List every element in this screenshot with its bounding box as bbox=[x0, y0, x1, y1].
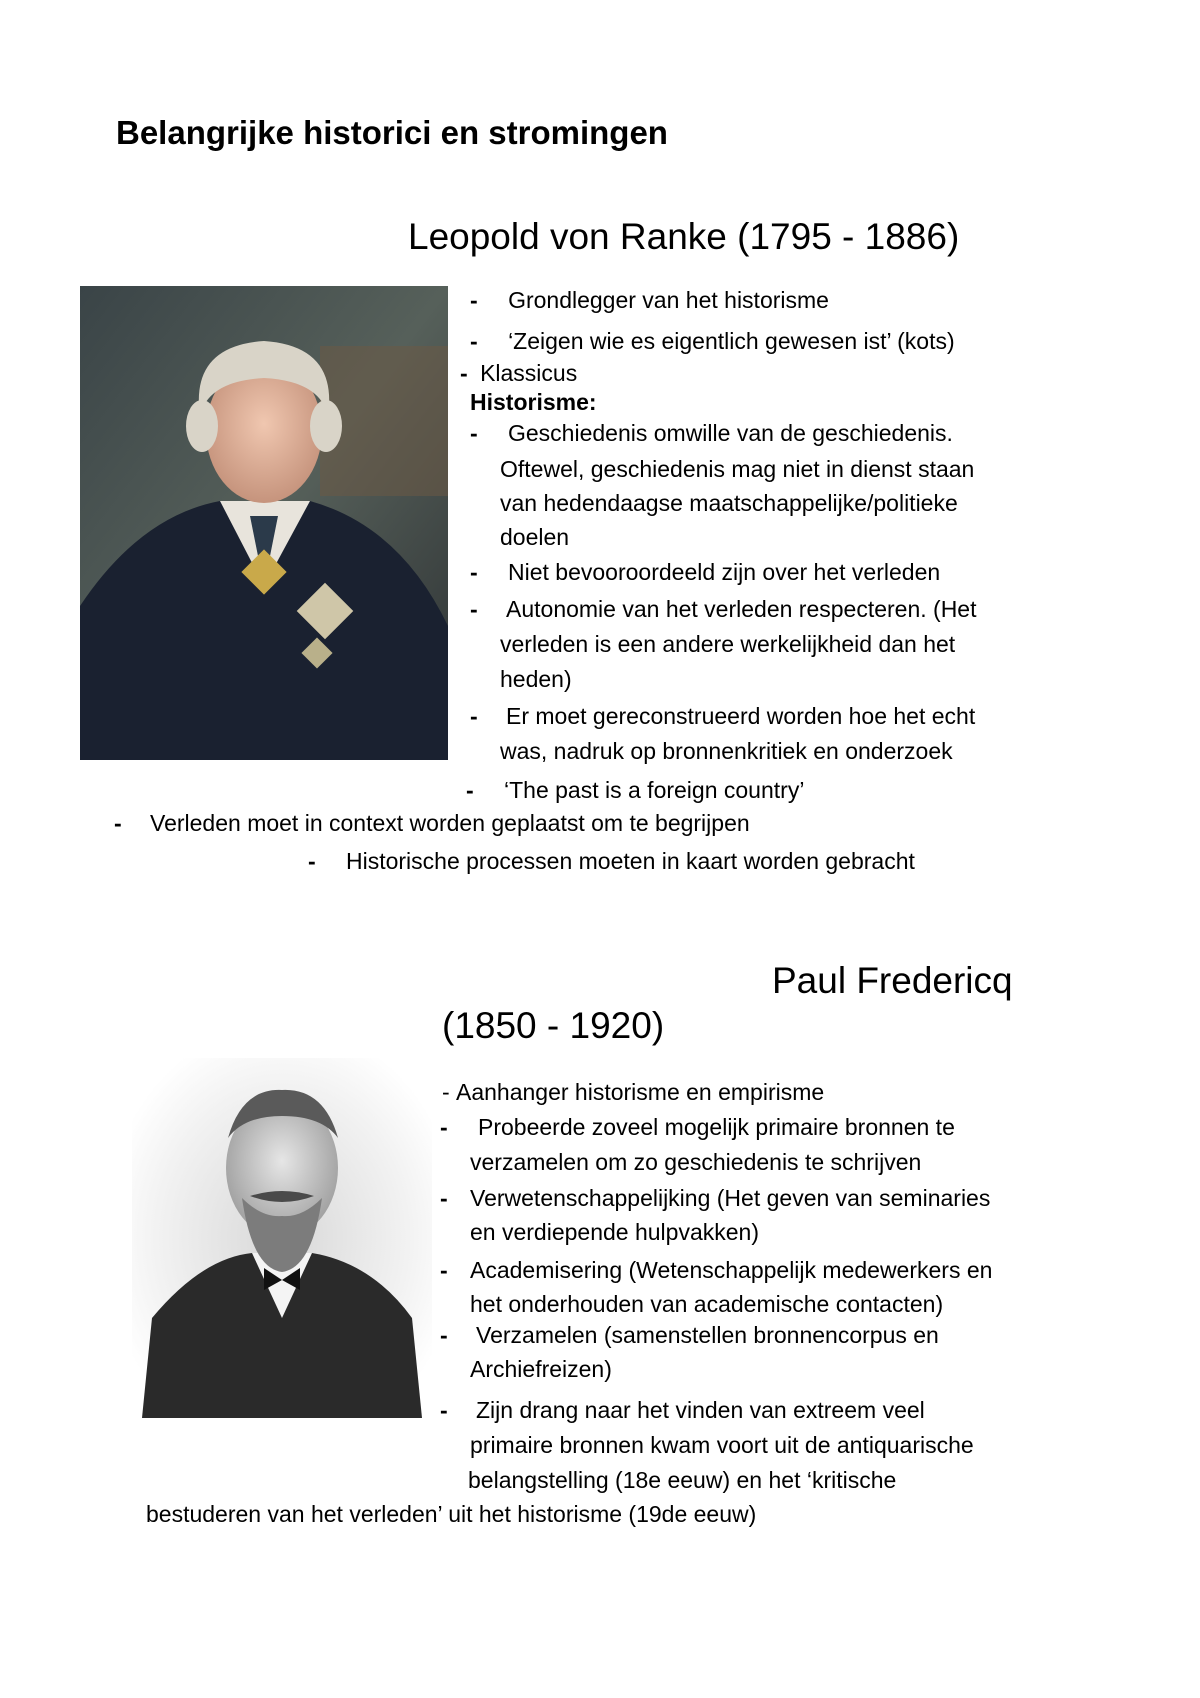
ranke-bullet-3: - Klassicus bbox=[460, 360, 578, 386]
bullet-dash: - bbox=[440, 1257, 448, 1283]
fredericq-point-5-line-2: Archiefreizen) bbox=[470, 1356, 612, 1382]
bullet-dash: - bbox=[442, 1079, 450, 1105]
historisme-point-2 bbox=[470, 555, 478, 589]
fredericq-point-2-line-1: Probeerde zoveel mogelijk primaire bronnen te bbox=[478, 1114, 955, 1140]
portrait-paul-fredericq-icon bbox=[132, 1058, 432, 1418]
fredericq-point-4 bbox=[440, 1253, 448, 1287]
historisme-point-5 bbox=[466, 773, 474, 807]
bullet-dash: - bbox=[460, 360, 468, 386]
ranke-bullet-2: - ‘Zeigen wie es eigentlich gewesen ist’ (kots) bbox=[470, 328, 955, 354]
fredericq-point-1 bbox=[442, 1075, 450, 1109]
historisme-heading: Historisme: bbox=[470, 389, 597, 415]
historisme-point-7-line-1: Historische processen moeten in kaart worden gebracht bbox=[346, 848, 915, 874]
historisme-point-1-line-2: Oftewel, geschiedenis mag niet in dienst staan bbox=[500, 456, 975, 482]
fredericq-point-5-line-1: Verzamelen (samenstellen bronnencorpus en bbox=[476, 1322, 939, 1348]
bullet-dash: - bbox=[470, 596, 478, 622]
historisme-point-4-line-2: was, nadruk op bronnenkritiek en onderzoek bbox=[500, 738, 953, 764]
fredericq-point-4-line-2: het onderhouden van academische contacten) bbox=[470, 1291, 944, 1317]
historisme-point-1-line-1: Geschiedenis omwille van de geschiedenis. bbox=[508, 420, 953, 446]
fredericq-point-2-line-2: verzamelen om zo geschiedenis te schrijven bbox=[470, 1149, 922, 1175]
historisme-point-3-line-2: verleden is een andere werkelijkheid dan het bbox=[500, 631, 956, 657]
bullet-dash: - bbox=[470, 420, 478, 446]
bullet-dash: - bbox=[440, 1322, 448, 1348]
portrait-ranke bbox=[80, 286, 448, 760]
fredericq-point-4-line-1: Academisering (Wetenschappelijk medewerkers en bbox=[470, 1257, 993, 1283]
historisme-point-4 bbox=[470, 699, 478, 733]
fredericq-point-6-line-3: belangstelling (18e eeuw) en het ‘kritische bbox=[468, 1467, 897, 1493]
bullet-dash: - bbox=[114, 810, 122, 836]
bullet-dash: - bbox=[470, 703, 478, 729]
historisme-point-1 bbox=[470, 416, 478, 450]
bullet-dash: - bbox=[440, 1397, 448, 1423]
ranke-name: Leopold von Ranke (1795 - 1886) bbox=[408, 216, 960, 257]
fredericq-point-3-line-2: en verdiepende hulpvakken) bbox=[470, 1219, 759, 1245]
fredericq-point-3-line-1: Verwetenschappelijking (Het geven van seminaries bbox=[470, 1185, 991, 1211]
fredericq-point-6-line-1: Zijn drang naar het vinden van extreem veel bbox=[476, 1397, 925, 1423]
historisme-point-1-line-3: van hedendaagse maatschappelijke/politieke bbox=[500, 490, 958, 516]
fredericq-dates: (1850 - 1920) bbox=[442, 1005, 665, 1046]
fredericq-point-6-line-4: bestuderen van het verleden’ uit het historisme (19de eeuw) bbox=[146, 1501, 757, 1527]
historisme-point-1-line-4: doelen bbox=[500, 524, 570, 550]
page-title: Belangrijke historici en stromingen bbox=[116, 114, 668, 151]
historisme-point-6-line-1: Verleden moet in context worden geplaatst om te begrijpen bbox=[150, 810, 750, 836]
fredericq-point-2 bbox=[440, 1110, 448, 1144]
bullet-dash: - bbox=[470, 328, 478, 354]
bullet-dash: - bbox=[440, 1185, 448, 1211]
ranke-bullet-1: - Grondlegger van het historisme bbox=[470, 287, 829, 313]
bullet-dash: - bbox=[440, 1114, 448, 1140]
historisme-point-3 bbox=[470, 592, 478, 626]
fredericq-point-1-line-1: Aanhanger historisme en empirisme bbox=[456, 1079, 825, 1105]
fredericq-point-3 bbox=[440, 1181, 448, 1215]
historisme-point-3-line-3: heden) bbox=[500, 666, 572, 692]
historisme-point-3-line-1: Autonomie van het verleden respecteren. (Het bbox=[506, 596, 977, 622]
historisme-point-5-line-1: ‘The past is a foreign country’ bbox=[504, 777, 805, 803]
historisme-point-2-line-1: Niet bevooroordeeld zijn over het verleden bbox=[508, 559, 941, 585]
bullet-dash: - bbox=[470, 287, 478, 313]
bullet-dash: - bbox=[470, 559, 478, 585]
fredericq-point-6-line-2: primaire bronnen kwam voort uit de antiquarische bbox=[470, 1432, 974, 1458]
bullet-dash: - bbox=[308, 848, 316, 874]
historisme-point-7 bbox=[308, 844, 316, 878]
historisme-point-4-line-1: Er moet gereconstrueerd worden hoe het echt bbox=[506, 703, 976, 729]
portrait-fredericq bbox=[132, 1058, 432, 1418]
fredericq-point-6 bbox=[440, 1393, 448, 1427]
bullet-dash: - bbox=[466, 777, 474, 803]
portrait-leopold-von-ranke-icon bbox=[80, 286, 448, 760]
fredericq-point-5 bbox=[440, 1318, 448, 1352]
historisme-point-6 bbox=[114, 806, 122, 840]
fredericq-name: Paul Fredericq bbox=[772, 960, 1013, 1001]
